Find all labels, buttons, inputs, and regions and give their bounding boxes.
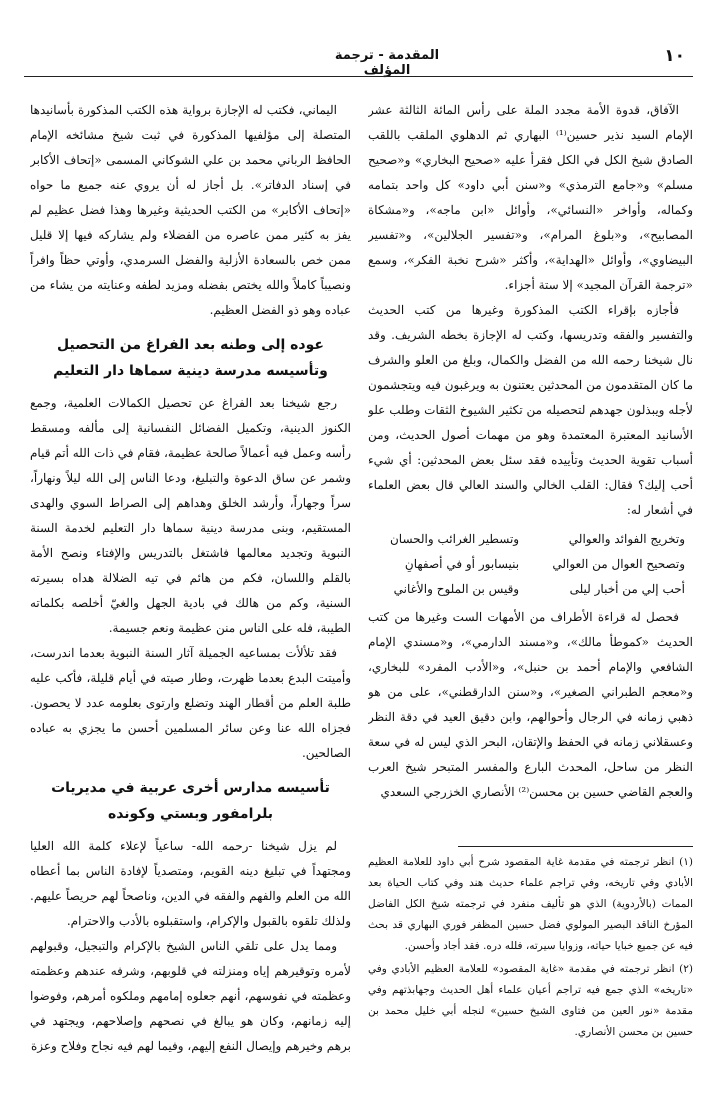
footnote: (١) انظر ترجمته في مقدمة غاية المقصود شرح أبي داود للعلامة العظيم الأبادي وفي تاريخه، وفي تراجم علماء حديث هند وفي كتاب الحياة بعد الممات (بالأردوية) الذي هو تأليف منفرد في ترجمته شيخ الكل الفاضل المؤرخ الناقد البصير المولوي فضل حسين المظفر فوري البهاري قد بحث فيه عن جميع خبايا حياته، وزوايا سيرته، فلله دره. فقد أجاد وأحسن. [368,856,693,952]
header-rule [24,76,693,77]
paragraph: فحصل له قراءة الأطراف من الأمهات الست وغيرها من كتب الحديث «كموطأ مالك»، و«مسند الدارمي»، و«مسندي الإمام الشافعي والإمام أحمد بن حنبل»، و«الأدب المفرد» للبخاري، و«معجم الطبراني الصغير»، و«سنن الدارقطني»، على من هو ذهبي زمانه في الرجال وأحوالهم، وابن دقيق العيد في دقة النظر وعسقلاني زمانه في الحفظ والإتقان، البحر الذي ليس له في سعة النظر من ساحل، المحدث البارع والمفسر المتبحر شيخ العرب والعجم القاضي حسين بن محسن⁽²⁾ الأنصاري الخزرجي السعدي [368,610,693,799]
left-column [30,98,351,1098]
paragraph: ومما يدل على تلقي الناس الشيخ بالإكرام والتبجيل، وقبولهم لأمره وتوقيرهم إياه ومنزلته في قلوبهم، وشرفه عندهم وعظمته وعظمته في نفوسهم، أنهم جعلوه إمامهم وملكوه أمرهم، وفوضوا إليه زمانهم، وكان هو يبالغ في نصحهم وإصلاحهم، ويجتهد في برهم وخيرهم وإيصال النفع إليهم، وفيما لهم فيه نجاح وفلاح وعزة [30,939,351,1053]
paragraph: اليماني، فكتب له الإجازة برواية هذه الكتب المذكورة بأسانيدها المتصلة إلى مؤلفيها المذكورة في ثبت شيخ مشائخه الإمام الحافظ الرباني محمد بن علي الشوكاني المسمى «إتحاف الأكابر في إسناد الدفاتر». بل أجاز له أن يروي عنه جميع ما حواه «إتحاف الأكابر» من الكتب الحديثية وغيرها وهذا فضل عظيم لم يفز به كثير ممن عاصره من الفضلاء ولم يشاركه فيها إلا قليل ممن خص بالسعادة الأزلية والفضل السرمدي، وأوتي حظاً وافراً ونصيباً كاملاً والله يختص بفضله ومزيد لطفه وعنايته من يشاء من عباده وهو ذو الفضل العظيم. [30,103,351,317]
paragraph: لم يزل شيخنا -رحمه الله- ساعياً لإعلاء كلمة الله العليا ومجتهداً في تبليغ دينه القويم، ومتصدياً لإفادة الناس بما أعطاه الله من العلم والفهم والفقه في الدين، وناصحاً لهم حريصاً عليهم. ولذلك تلقوه بالقبول والإكرام، واستقبلوه بالأدب والاحترام. [30,839,351,928]
page-number: ١٠ [664,46,685,66]
paragraph: رجع شيخنا بعد الفراغ عن تحصيل الكمالات العلمية، وجمع الكنوز الدينية، وتكميل الفضائل النفسانية إلى مألفه ومسقط رأسه وعمل فيه أعمالاً صالحة عظيمة، فقام في ذات الله أتم قيام وشمر عن ساق الدعوة والتبليغ، ودعا الناس إلى الله ليلاً ونهاراً، سراً وجهاراً، وأرشد الخلق وهداهم إلى الصراط السوي والهدى المستقيم، وبنى مدرسة دينية سماها دار التعليم لخدمة السنة النبوية وتجديد معالمها فاشتغل بالتدريس والإفتاء ونصح الأمة بالقلم واللسان، فكم من هائم في تيه الضلالة هداه بسيرته السنية، وكم من هالك في بادية الجهل والغيّ أخلصه بكلماته الطيبة، فله على الناس منن عظيمة ونعم جسيمة. [30,396,351,635]
section-heading: تأسيسه مدارس أخرى عربية في مديريات بلرامفور وبستي وكونده [51,780,330,822]
poem [368,527,693,602]
footnotes [368,852,693,1092]
running-title: المقدمة - ترجمة المؤلف [334,48,440,78]
poem-hemistich: وتصحيح العوال من العوالي [552,557,685,571]
section-heading: عوده إلى وطنه بعد الفراغ من التحصيل وتأسيسه مدرسة دينية سماها دار التعليم [53,337,328,379]
poem-hemistich: وتسطير الغرائب والحسان [389,532,520,546]
paragraph: فأجازه بإقراء الكتب المذكورة وغيرها من كتب الحديث والتفسير والفقه وتدريسها، وكتب له الإجازة بخطه الشريف. وقد نال شيخنا رحمه الله من الفضل والكمال، وبلغ من العلو والشرف ما كان المتقدمون من المحدثين يعتنون به ويرغبون فيه ويتجشمون لأجله ويبذلون جهدهم لتحصيله من تكثير الشيوخ الثقات وطلب علو الأسانيد المعتبرة المعتمدة وهو من مهمات أصول الحديث، ومن أسباب تقوية الحديث وتأييده فقد سئل بعض المحدثين: أي شيء أحب إليك؟ فقال: القلب الخالي والسند العالي قال بعض العلماء في أشعار له: [368,303,693,517]
poem-line [368,552,693,577]
poem-line [368,577,693,602]
poem-line [368,527,693,552]
footnote: (٢) انظر ترجمته في مقدمة «غاية المقصود» للعلامة العظيم الأبادي وفي «تاريخه» الذي جمع فيه تراجم أعيان علماء أهل الحديث وجهابذتهم وفي مقدمة «نور العين من فتاوى الشيخ حسين» لنجله أبي خليل محمد بن حسين بن محسن الأنصاري. [368,963,693,1038]
paragraph: فقد تلألأت بمساعيه الجميلة آثار السنة النبوية بعدما اندرست، وأميتت البدع بعدما ظهرت، وطار صيته في أيام قليلة، فأكب عليه طلبة العلم من أقطار الهند وتضلع وارتوى بعلومه عدد لا يحصون. فجزاه الله عنا وعن سائر المسلمين أحسن ما يجزي به عباده الصالحين. [30,646,351,760]
right-column [368,98,693,843]
poem-hemistich: بنيسابور أو في أصفهانِ [404,557,520,571]
poem-hemistich: وقيس بن الملوح والأغاني [393,582,520,596]
footnote-rule [458,846,693,847]
poem-hemistich: أحب إلي من أخبار ليلى [569,582,685,596]
page-header [24,40,693,78]
paragraph: الآفاق، قدوة الأمة مجدد الملة على رأس المائة الثالثة عشر الإمام السيد نذير حسين⁽¹⁾ البهاري ثم الدهلوي الملقب باللقب الصادق شيخ الكل في الكل فقرأ عليه «صحيح البخاري» و«صحيح مسلم» و«جامع الترمذي» و«سنن أبي داود» كل واحد بتمامه وكماله، وأواخر «النسائي»، وأوائل «ابن ماجه»، و«مشكاة المصابيح»، و«بلوغ المرام»، و«تفسير الجلالين»، و«تفسير البيضاوي»، وأوائل «الهداية»، وأكثر «شرح نخبة الفكر»، وسمع «ترجمة القرآن المجيد» إلا ستة أجزاء. [368,103,693,292]
poem-hemistich: وتخريج الفوائد والعوالي [568,532,685,546]
